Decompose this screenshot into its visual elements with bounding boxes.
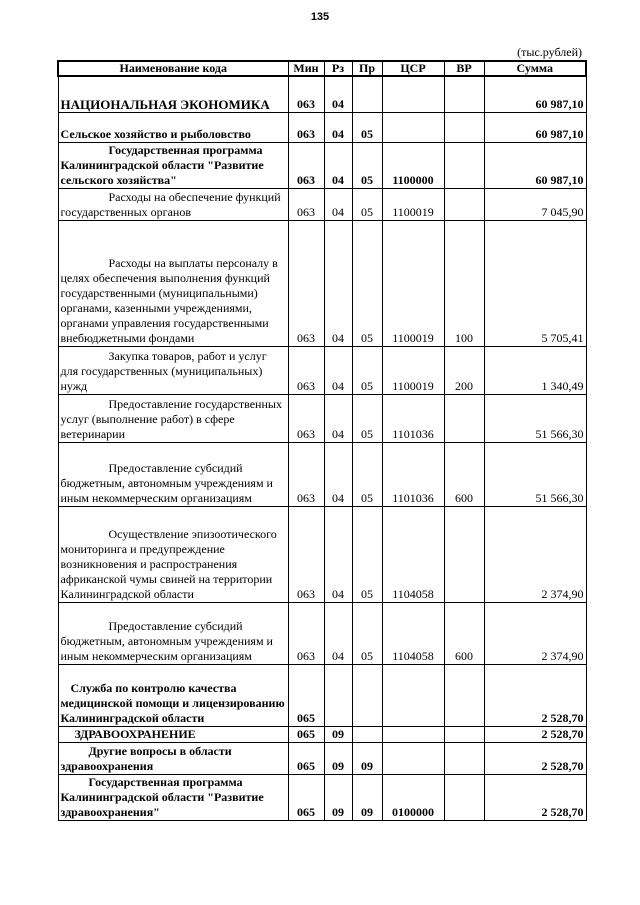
row-vr: 200: [444, 346, 484, 394]
row-pr: 09: [352, 774, 382, 820]
row-vr: [444, 112, 484, 142]
row-pr: 09: [352, 742, 382, 774]
row-sum: 2 528,70: [484, 664, 586, 726]
row-pr: [352, 664, 382, 726]
row-rz: 04: [324, 442, 352, 506]
row-vr: 600: [444, 602, 484, 664]
row-rz: 09: [324, 726, 352, 742]
table-row: [58, 602, 586, 664]
row-csr: 1100019: [382, 220, 444, 346]
row-rz: [324, 664, 352, 726]
row-csr: 1104058: [382, 506, 444, 602]
row-min: 065: [288, 774, 324, 820]
header-pr: Пр: [352, 61, 382, 76]
page-number: 135: [310, 11, 330, 23]
row-pr: 05: [352, 188, 382, 220]
row-vr: [444, 76, 484, 112]
row-rz: 04: [324, 506, 352, 602]
row-pr: 05: [352, 112, 382, 142]
row-min: 063: [288, 346, 324, 394]
row-csr: 1104058: [382, 602, 444, 664]
row-rz: 04: [324, 112, 352, 142]
row-rz: 04: [324, 76, 352, 112]
row-pr: 05: [352, 346, 382, 394]
table-row: [58, 774, 586, 820]
row-vr: [444, 188, 484, 220]
row-csr: 1101036: [382, 442, 444, 506]
row-pr: 05: [352, 394, 382, 442]
row-name: Другие вопросы в области здравоохранения: [58, 742, 288, 774]
row-min: 063: [288, 188, 324, 220]
row-min: 065: [288, 742, 324, 774]
row-vr: [444, 664, 484, 726]
row-name: Предоставление субсидий бюджетным, автономным учреждениям и иным некоммерческим организациям: [58, 442, 288, 506]
row-min: 065: [288, 664, 324, 726]
units-label: (тыс.рублей): [517, 45, 582, 59]
row-sum: 60 987,10: [484, 142, 586, 188]
table-row: [58, 346, 586, 394]
row-csr: [382, 726, 444, 742]
row-min: 063: [288, 142, 324, 188]
row-vr: [444, 774, 484, 820]
row-sum: 60 987,10: [484, 76, 586, 112]
row-csr: 1101036: [382, 394, 444, 442]
row-name: Расходы на выплаты персоналу в целях обеспечения выполнения функций государственными (муниципальными) органами, казенными учреждениями, органами управления государственными внебюджетными фондами: [58, 220, 288, 346]
row-pr: [352, 76, 382, 112]
row-sum: 51 566,30: [484, 442, 586, 506]
table-row: [58, 442, 586, 506]
row-name: Государственная программа Калининградской области "Развитие здравоохранения": [58, 774, 288, 820]
row-name: Расходы на обеспечение функций государственных органов: [58, 188, 288, 220]
row-vr: [444, 394, 484, 442]
row-sum: 60 987,10: [484, 112, 586, 142]
row-pr: 05: [352, 220, 382, 346]
row-name: Государственная программа Калининградской области "Развитие сельского хозяйства": [58, 142, 288, 188]
table-row: [58, 112, 586, 142]
table-row: [58, 76, 586, 112]
row-sum: 5 705,41: [484, 220, 586, 346]
row-sum: 51 566,30: [484, 394, 586, 442]
header-min: Мин: [288, 61, 324, 76]
table-row: [58, 220, 586, 346]
row-csr: 0100000: [382, 774, 444, 820]
row-vr: [444, 726, 484, 742]
header-sum: Сумма: [484, 61, 586, 76]
table-row: [58, 188, 586, 220]
row-min: 063: [288, 394, 324, 442]
row-rz: 09: [324, 742, 352, 774]
table-header-row: [58, 61, 586, 76]
row-rz: 04: [324, 394, 352, 442]
row-min: 063: [288, 112, 324, 142]
row-pr: [352, 726, 382, 742]
row-name: Осуществление эпизоотического мониторинга и предупреждение возникновения и распространения африканской чумы свиней на территории Калининградской области: [58, 506, 288, 602]
row-csr: [382, 742, 444, 774]
row-min: 063: [288, 602, 324, 664]
row-sum: 2 528,70: [484, 774, 586, 820]
table-row: [58, 394, 586, 442]
row-sum: 2 528,70: [484, 742, 586, 774]
row-vr: 100: [444, 220, 484, 346]
row-min: 063: [288, 506, 324, 602]
header-csr: ЦСР: [382, 61, 444, 76]
row-name: ЗДРАВООХРАНЕНИЕ: [58, 726, 288, 742]
table-row: [58, 142, 586, 188]
row-rz: 09: [324, 774, 352, 820]
row-vr: 600: [444, 442, 484, 506]
row-sum: 2 528,70: [484, 726, 586, 742]
table-row: [58, 664, 586, 726]
row-min: 063: [288, 76, 324, 112]
header-vr: ВР: [444, 61, 484, 76]
table-row: [58, 726, 586, 742]
budget-table: [57, 60, 587, 821]
row-rz: 04: [324, 602, 352, 664]
row-name: Служба по контролю качества медицинской помощи и лицензированию Калининградской области: [58, 664, 288, 726]
row-name: Закупка товаров, работ и услуг для государственных (муниципальных) нужд: [58, 346, 288, 394]
row-name: Сельское хозяйство и рыболовство: [58, 112, 288, 142]
row-pr: 05: [352, 602, 382, 664]
row-sum: 1 340,49: [484, 346, 586, 394]
row-sum: 7 045,90: [484, 188, 586, 220]
row-pr: 05: [352, 506, 382, 602]
table-row: [58, 742, 586, 774]
row-csr: 1100000: [382, 142, 444, 188]
row-min: 065: [288, 726, 324, 742]
row-rz: 04: [324, 188, 352, 220]
row-csr: [382, 664, 444, 726]
row-min: 063: [288, 442, 324, 506]
row-pr: 05: [352, 442, 382, 506]
row-vr: [444, 506, 484, 602]
row-vr: [444, 742, 484, 774]
row-name: Предоставление субсидий бюджетным, автономным учреждениям и иным некоммерческим организациям: [58, 602, 288, 664]
row-vr: [444, 142, 484, 188]
row-pr: 05: [352, 142, 382, 188]
row-sum: 2 374,90: [484, 506, 586, 602]
row-sum: 2 374,90: [484, 602, 586, 664]
row-name: НАЦИОНАЛЬНАЯ ЭКОНОМИКА: [58, 76, 288, 112]
row-min: 063: [288, 220, 324, 346]
row-csr: [382, 76, 444, 112]
row-csr: [382, 112, 444, 142]
row-name: Предоставление государственных услуг (выполнение работ) в сфере ветеринарии: [58, 394, 288, 442]
row-rz: 04: [324, 142, 352, 188]
row-rz: 04: [324, 346, 352, 394]
header-name: Наименование кода: [58, 61, 288, 76]
header-rz: Рз: [324, 61, 352, 76]
row-rz: 04: [324, 220, 352, 346]
table-row: [58, 506, 586, 602]
row-csr: 1100019: [382, 346, 444, 394]
row-csr: 1100019: [382, 188, 444, 220]
